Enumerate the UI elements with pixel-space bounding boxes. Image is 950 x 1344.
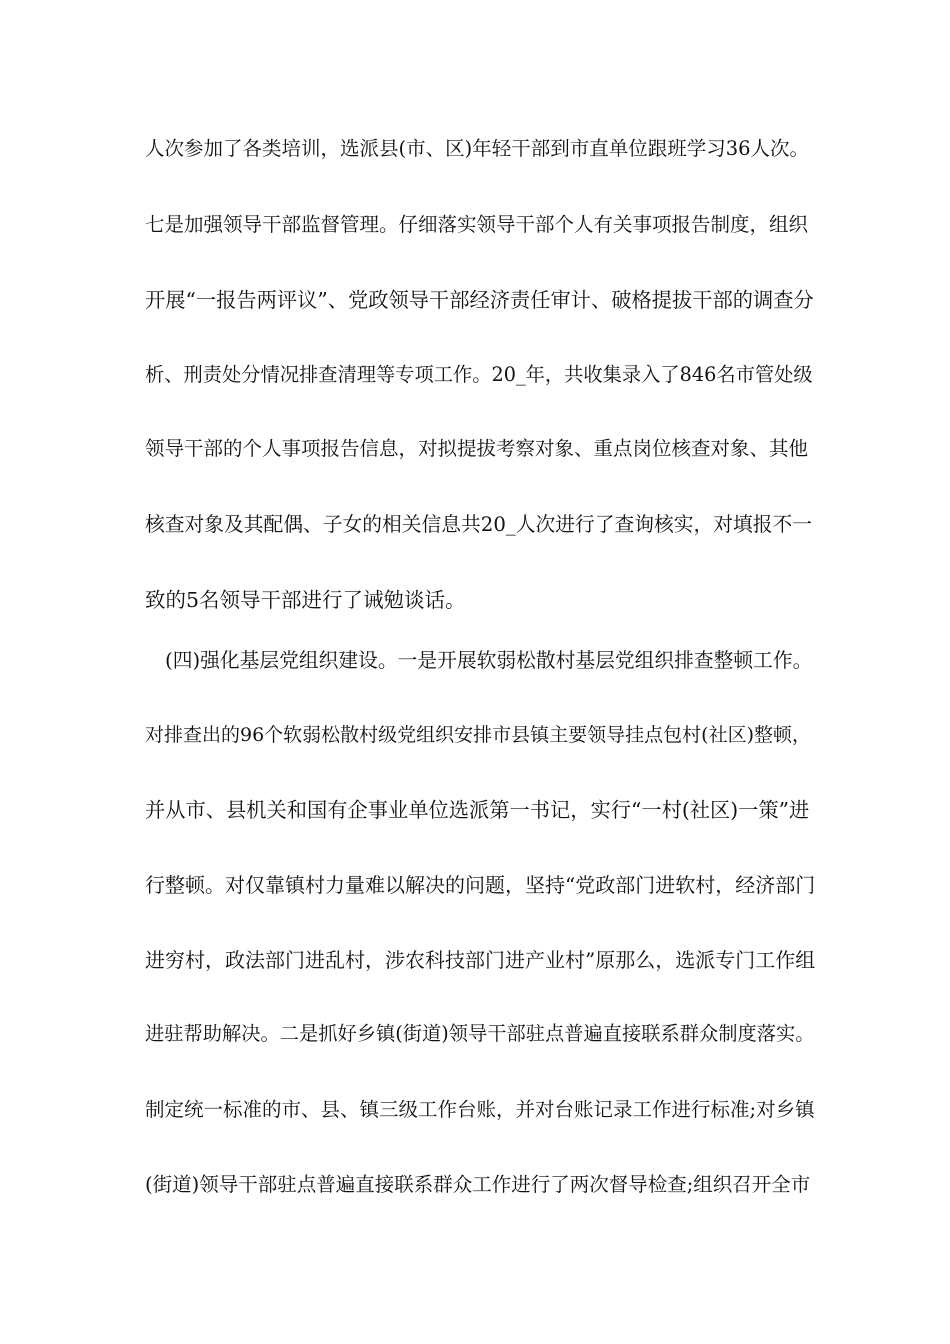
paragraph-line-15: (街道)领导干部驻点普遍直接联系群众工作进行了两次督导检查;组织召开全市 [145, 1173, 811, 1196]
section-heading-line: (四)强化基层党组织建设。一是开展软弱松散村基层党组织排查整顿工作。 [165, 649, 813, 672]
paragraph-line-9: 对排查出的96个软弱松散村级党组织安排市县镇主要领导挂点包村(社区)整顿， [145, 724, 812, 746]
paragraph-line-11: 行整顿。对仅靠镇村力量难以解决的问题，坚持“党政部门进软村，经济部门 [145, 873, 815, 897]
paragraph-line-6: 核查对象及其配偶、子女的相关信息共20_人次进行了查询核实，对填报不一 [145, 513, 813, 536]
paragraph-line-2: 七是加强领导干部监督管理。仔细落实领导干部个人有关事项报告制度，组织 [145, 213, 809, 236]
paragraph-line-12: 进穷村，政法部门进乱村，涉农科技部门进产业村”原那么，选派专门工作组 [145, 948, 815, 972]
paragraph-line-1: 人次参加了各类培训，选派县(市、区)年轻干部到市直单位跟班学习36人次。 [145, 137, 810, 160]
paragraph-line-4: 析、刑责处分情况排查清理等专项工作。20_年，共收集录入了846名市管处级 [145, 363, 813, 386]
paragraph-line-14: 制定统一标准的市、县、镇三级工作台账，并对台账记录工作进行标准;对乡镇 [145, 1098, 815, 1121]
paragraph-line-10: 并从市、县机关和国有企事业单位选派第一书记，实行“一村(社区)一策”进 [145, 798, 810, 822]
paragraph-line-3: 开展“一报告两评议”、党政领导干部经济责任审计、破格提拔干部的调查分 [145, 288, 814, 312]
paragraph-line-5: 领导干部的个人事项报告信息，对拟提拔考察对象、重点岗位核查对象、其他 [145, 437, 809, 460]
paragraph-line-7: 致的5名领导干部进行了诫勉谈话。 [145, 588, 466, 612]
paragraph-line-13: 进驻帮助解决。二是抓好乡镇(街道)领导干部驻点普遍直接联系群众制度落实。 [145, 1022, 815, 1045]
